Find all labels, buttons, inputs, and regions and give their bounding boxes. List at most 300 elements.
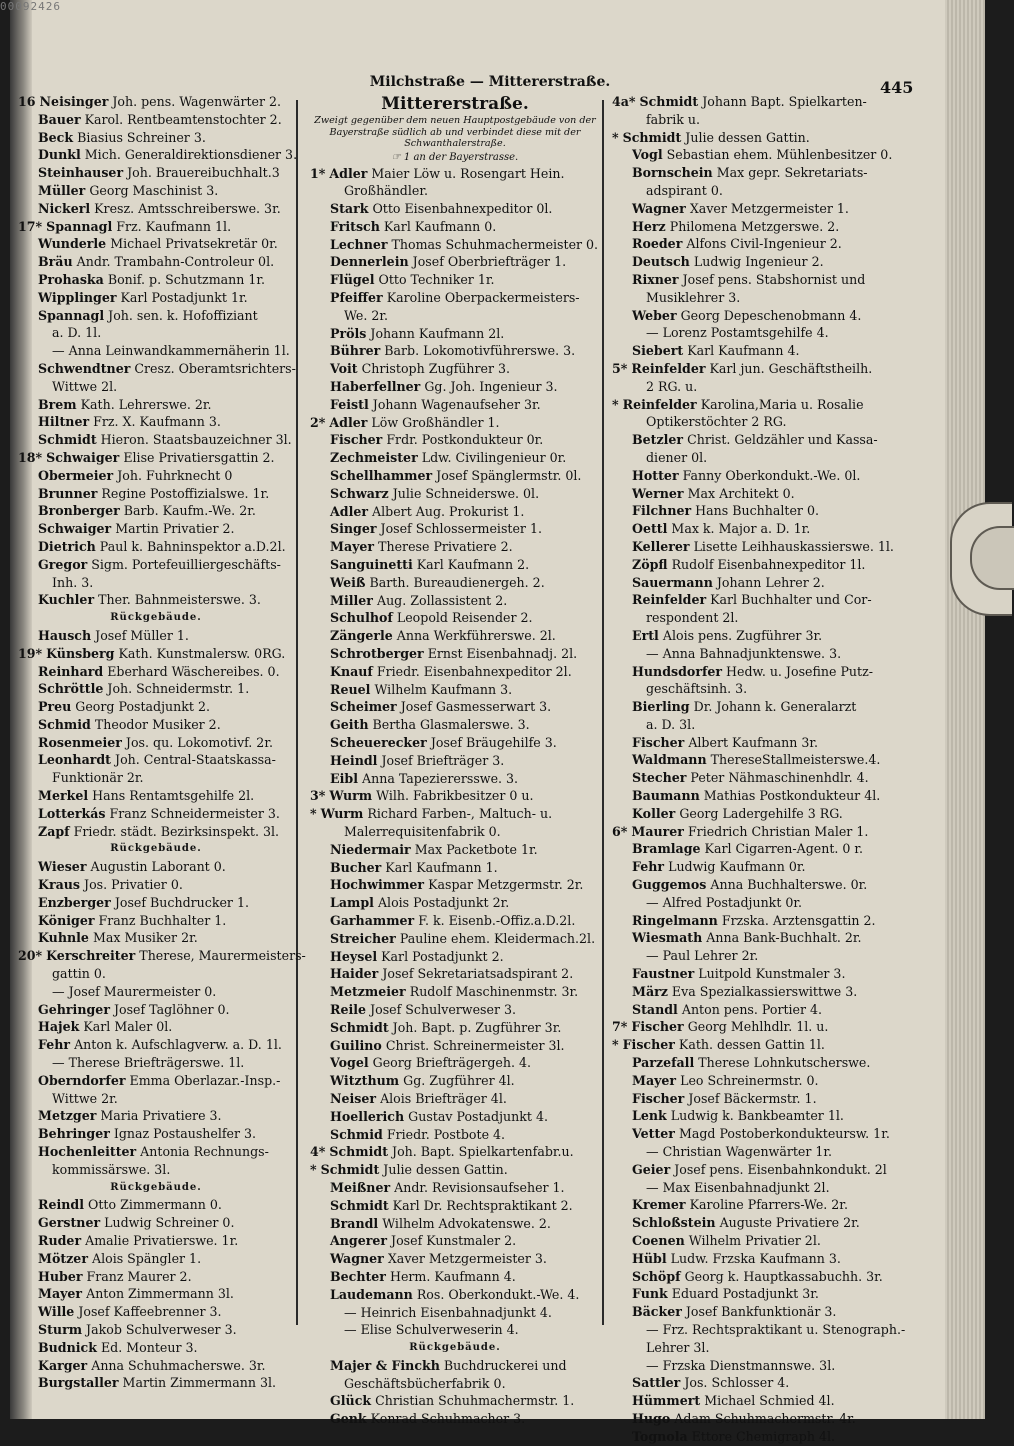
- directory-entry: [310, 876, 600, 894]
- resident-details: Richard Farben-, Maltuch- u.: [367, 806, 553, 822]
- resident-surname: Bäcker: [632, 1304, 682, 1320]
- directory-entry: [310, 520, 600, 538]
- resident-surname: Wunderle: [38, 236, 107, 252]
- resident-surname: Wille: [38, 1304, 75, 1320]
- resident-surname: Bucher: [330, 859, 382, 875]
- resident-surname: Fischer: [330, 432, 383, 448]
- resident-surname: Schöpf: [632, 1268, 681, 1284]
- resident-surname: Fehr: [38, 1037, 71, 1053]
- entry-text: geschäftsinh. 3.: [646, 681, 748, 697]
- directory-entry: [18, 1107, 294, 1125]
- directory-entry: [612, 787, 912, 805]
- resident-surname: Sturm: [38, 1321, 83, 1337]
- directory-entry: [310, 1143, 600, 1161]
- resident-surname: Hoellerich: [330, 1108, 405, 1124]
- resident-details: Hans Buchhalter 0.: [695, 503, 819, 519]
- resident-surname: Tognola: [632, 1428, 688, 1444]
- resident-surname: Schmid: [38, 716, 91, 732]
- resident-surname: Schwaiger: [46, 449, 120, 465]
- directory-entry: [612, 698, 912, 716]
- resident-details: Josef Kunstmaler 2.: [391, 1233, 517, 1249]
- resident-details: Andr. Revisionsaufseher 1.: [394, 1179, 565, 1195]
- directory-entry: [18, 182, 294, 200]
- resident-details: Martin Privatier 2.: [115, 521, 235, 537]
- house-number: 1*: [310, 165, 326, 181]
- resident-surname: Schmidt: [320, 1162, 380, 1178]
- house-number: 16: [18, 94, 36, 109]
- resident-surname: Schmidt: [330, 1019, 389, 1035]
- resident-surname: Hümmert: [632, 1393, 701, 1409]
- thumb-index-tab: [950, 502, 1012, 616]
- directory-entry: [612, 1392, 912, 1410]
- entry-text: respondent 2l.: [646, 610, 739, 626]
- directory-entry: [612, 1196, 912, 1214]
- entry-continuation: [612, 1357, 912, 1375]
- resident-surname: Koller: [632, 805, 676, 821]
- resident-details: Karol. Rentbeamtenstochter 2.: [84, 111, 282, 127]
- page-number: 445: [880, 78, 914, 97]
- resident-details: Elise Privatiersgattin 2.: [123, 449, 275, 465]
- resident-details: Karl Kaufmann 0.: [383, 218, 497, 234]
- resident-surname: Flügel: [330, 272, 375, 288]
- resident-details: Wilhelm Advokatenswe. 2.: [382, 1215, 551, 1231]
- resident-details: Otto Techniker 1r.: [378, 272, 495, 288]
- resident-surname: Wipplinger: [38, 289, 117, 305]
- resident-surname: Fischer: [631, 1019, 684, 1035]
- resident-details: Ludwig Schreiner 0.: [104, 1215, 235, 1231]
- resident-details: Christ. Schreinermeister 3l.: [385, 1037, 565, 1053]
- resident-surname: Lampl: [330, 895, 374, 911]
- house-number: *: [310, 1162, 317, 1178]
- directory-entry: [612, 840, 912, 858]
- resident-details: Paul k. Bahninspektor a.D.2l.: [99, 538, 286, 554]
- resident-details: Ludwig Kaufmann 0r.: [668, 859, 806, 875]
- entry-text: — Josef Maurermeister 0.: [52, 983, 217, 999]
- directory-entry: [310, 271, 600, 289]
- resident-surname: Huber: [38, 1268, 83, 1284]
- resident-surname: Preu: [38, 699, 72, 715]
- entry-text: — Lorenz Postamtsgehilfe 4.: [646, 325, 829, 341]
- directory-entry: [612, 200, 912, 218]
- resident-surname: Adler: [329, 165, 368, 181]
- directory-entry: [612, 769, 912, 787]
- section-header: [310, 1339, 600, 1357]
- directory-entry: [310, 983, 600, 1001]
- resident-details: Kaspar Metzgermstr. 2r.: [428, 877, 584, 893]
- resident-details: Anna Tapezierersswe. 3.: [362, 770, 519, 786]
- resident-details: Julie Schneiderswe. 0l.: [392, 485, 540, 501]
- resident-surname: Metzmeier: [330, 984, 406, 1000]
- resident-details: Ettore Chemigraph 4l.: [691, 1428, 836, 1444]
- entry-continuation: [310, 1375, 600, 1393]
- directory-entry: [612, 93, 912, 111]
- resident-details: Barth. Bureaudienergeh. 2.: [369, 574, 545, 590]
- directory-entry: [18, 164, 294, 182]
- directory-entry: [18, 1232, 294, 1250]
- resident-details: Martin Zimmermann 3l.: [122, 1375, 277, 1391]
- resident-surname: Schröttle: [38, 681, 104, 697]
- resident-details: Anton Zimmermann 3l.: [86, 1286, 234, 1302]
- resident-surname: Prohaska: [38, 271, 104, 287]
- resident-surname: Reinhard: [38, 663, 104, 679]
- directory-entry: [18, 698, 294, 716]
- resident-details: Magd Postoberkondukteursw. 1r.: [678, 1126, 890, 1142]
- resident-surname: Schmidt: [639, 94, 699, 109]
- directory-entry: [612, 396, 912, 414]
- directory-entry: [612, 1161, 912, 1179]
- resident-surname: März: [632, 983, 668, 999]
- resident-surname: Laudemann: [330, 1286, 413, 1302]
- resident-surname: Obermeier: [38, 467, 114, 483]
- resident-surname: Rixner: [632, 271, 679, 287]
- entry-continuation: [612, 413, 912, 431]
- resident-surname: Heindl: [330, 752, 378, 768]
- resident-details: Friedr. städt. Bezirksinspekt. 3l.: [73, 823, 280, 839]
- entry-text: Wittwe 2l.: [52, 378, 118, 394]
- directory-entry: [18, 787, 294, 805]
- resident-surname: Rosenmeier: [38, 734, 122, 750]
- house-number: 18*: [18, 449, 43, 465]
- resident-details: Luitpold Kunstmaler 3.: [698, 966, 846, 982]
- resident-surname: Vogel: [330, 1055, 369, 1071]
- directory-entry: [612, 823, 912, 841]
- directory-entry: [612, 858, 912, 876]
- directory-entry: [18, 235, 294, 253]
- directory-entry: [612, 1285, 912, 1303]
- directory-entry: [18, 538, 294, 556]
- entry-text: a. D. 3l.: [646, 716, 696, 732]
- resident-details: Hedw. u. Josefine Putz-: [726, 663, 873, 679]
- resident-surname: Schwaiger: [38, 521, 112, 537]
- directory-entry: [612, 805, 912, 823]
- directory-entry: [612, 307, 912, 325]
- directory-entry: [18, 467, 294, 485]
- resident-details: Karoline Oberpackermeisters-: [386, 290, 580, 306]
- resident-details: Ros. Oberkondukt.-We. 4.: [416, 1286, 580, 1302]
- entry-text: fabrik u.: [646, 111, 701, 127]
- page-edges: [945, 0, 985, 1419]
- resident-details: Georg Briefträgergeh. 4.: [372, 1055, 532, 1071]
- directory-entry: [310, 1232, 600, 1250]
- directory-entry: [612, 1036, 912, 1054]
- resident-details: Jos. qu. Lokomotivf. 2r.: [125, 734, 273, 750]
- resident-surname: Sattler: [632, 1375, 681, 1391]
- resident-details: Frzska. Arztensgattin 2.: [721, 912, 876, 928]
- directory-entry: [18, 1196, 294, 1214]
- resident-details: Joh. Central-Staatskassa-: [115, 752, 276, 768]
- resident-surname: Schmid: [330, 1126, 383, 1142]
- section-header-text: Rückgebäude.: [409, 1342, 501, 1354]
- resident-details: Therese Privatiere 2.: [378, 539, 513, 555]
- directory-entry: [18, 823, 294, 841]
- directory-entry: [612, 627, 912, 645]
- resident-details: Xaver Metzgermeister 3.: [387, 1251, 547, 1267]
- entry-text: — Paul Lehrer 2r.: [646, 948, 759, 964]
- resident-details: Antonia Rechnungs-: [140, 1144, 269, 1160]
- resident-surname: Voit: [330, 361, 358, 377]
- directory-entry: [18, 93, 294, 111]
- directory-entry: [612, 146, 912, 164]
- resident-details: Fanny Oberkondukt.-We. 0l.: [682, 467, 861, 483]
- directory-entry: [18, 146, 298, 164]
- resident-details: Georg k. Hauptkassabuchh. 3r.: [684, 1268, 883, 1284]
- resident-surname: Reinfelder: [632, 592, 707, 608]
- resident-details: Thomas Schuhmachermeister 0.: [391, 236, 599, 252]
- entry-continuation: [612, 680, 912, 698]
- resident-details: Karl Buchhalter und Cor-: [710, 592, 872, 608]
- house-number: 20*: [18, 948, 43, 964]
- resident-details: Sebastian ehem. Mühlenbesitzer 0.: [666, 147, 893, 163]
- resident-surname: Sanguinetti: [330, 557, 413, 573]
- resident-surname: Kerschreiter: [46, 948, 136, 964]
- directory-entry: [18, 1018, 294, 1036]
- resident-details: Regine Postoffizialswe. 1r.: [101, 485, 270, 501]
- entry-continuation: [612, 947, 912, 965]
- resident-surname: Hugo: [632, 1410, 671, 1426]
- resident-surname: Leonhardt: [38, 752, 111, 768]
- resident-details: Leo Schreinermstr. 0.: [680, 1072, 819, 1088]
- resident-details: Rudolf Eisenbahnexpeditor 1l.: [671, 556, 866, 572]
- resident-surname: Stecher: [632, 770, 687, 786]
- directory-entry: [310, 200, 600, 218]
- resident-details: Ldw. Civilingenieur 0r.: [421, 450, 567, 466]
- directory-entry: [310, 1019, 600, 1037]
- directory-entry: [18, 520, 294, 538]
- resident-surname: Wurm: [329, 788, 373, 804]
- entry-continuation: [18, 965, 294, 983]
- resident-surname: Neiser: [330, 1090, 377, 1106]
- resident-surname: Lechner: [330, 236, 388, 252]
- resident-surname: Kellerer: [632, 538, 690, 554]
- directory-entry: [310, 609, 600, 627]
- directory-entry: [612, 734, 912, 752]
- resident-surname: Deutsch: [632, 254, 690, 270]
- directory-entry: [310, 360, 600, 378]
- resident-details: Franz Buchhalter 1.: [98, 912, 227, 928]
- resident-details: Maria Privatiere 3.: [100, 1108, 222, 1124]
- directory-entry: [18, 1072, 294, 1090]
- directory-entry: [310, 930, 600, 948]
- resident-details: Bonif. p. Schutzmann 1r.: [107, 271, 266, 287]
- resident-surname: Filchner: [632, 503, 692, 519]
- directory-entry: [612, 164, 912, 182]
- directory-entry: [612, 556, 912, 574]
- resident-details: Josef Gasmesserwart 3.: [400, 699, 552, 715]
- resident-details: Hans Rentamtsgehilfe 2l.: [92, 788, 255, 804]
- entry-continuation: [18, 1054, 294, 1072]
- resident-surname: Meißner: [330, 1179, 391, 1195]
- directory-entry: [18, 1214, 294, 1232]
- resident-details: Kresz. Amtsschreiberswe. 3r.: [94, 200, 281, 216]
- resident-details: F. k. Eisenb.-Offiz.a.D.2l.: [418, 912, 576, 928]
- resident-surname: Neisinger: [39, 94, 109, 109]
- entry-continuation: [612, 449, 912, 467]
- resident-details: Peter Nähmaschinenhdlr. 4.: [690, 770, 869, 786]
- directory-entry: [18, 200, 294, 218]
- resident-details: Sigm. Portefeuilliergeschäfts-: [91, 556, 281, 572]
- directory-entry: [612, 1107, 912, 1125]
- resident-surname: Haberfellner: [330, 379, 421, 395]
- resident-details: Theodor Musiker 2.: [94, 716, 221, 732]
- resident-details: Josef pens. Stabshornist und: [682, 271, 866, 287]
- directory-entry: [612, 929, 912, 947]
- resident-surname: Faustner: [632, 966, 695, 982]
- directory-entry: [310, 218, 600, 236]
- resident-surname: Fischer: [622, 1037, 675, 1053]
- resident-surname: Nickerl: [38, 200, 91, 216]
- directory-entry: [18, 307, 294, 325]
- resident-surname: Zöpfl: [632, 556, 668, 572]
- directory-entry: [310, 1286, 600, 1304]
- directory-entry: [310, 342, 600, 360]
- resident-details: Josef Bankfunktionär 3.: [685, 1304, 837, 1320]
- resident-surname: Bramlage: [632, 841, 701, 857]
- resident-surname: Ruder: [38, 1233, 82, 1248]
- resident-details: Aug. Zollassistent 2.: [376, 592, 508, 608]
- house-number: *: [612, 1037, 619, 1053]
- directory-entry: [310, 1054, 600, 1072]
- entry-text: — Anna Leinwandkammernäherin 1l.: [52, 343, 290, 359]
- scan-id: 00092426: [0, 0, 61, 13]
- resident-surname: Ertl: [632, 627, 659, 643]
- resident-details: Karl jun. Geschäftstheilh.: [709, 360, 873, 376]
- resident-details: Georg Depeschenobmann 4.: [680, 307, 862, 323]
- directory-entry: [310, 734, 600, 752]
- resident-details: Christoph Zugführer 3.: [361, 361, 511, 377]
- entry-text: — Christian Wagenwärter 1r.: [646, 1144, 833, 1160]
- entry-continuation: [612, 1143, 912, 1161]
- resident-details: Frz. Kaufmann 1l.: [116, 218, 232, 234]
- resident-surname: Hundsdorfer: [632, 663, 723, 679]
- resident-details: Joh. sen. k. Hofoffiziant: [108, 307, 258, 323]
- directory-entry: [18, 360, 294, 378]
- entry-text: — Heinrich Eisenbahnadjunkt 4.: [344, 1304, 552, 1320]
- resident-details: Anton pens. Portier 4.: [681, 1001, 823, 1017]
- directory-entry: [310, 592, 600, 610]
- entry-text: — Frzska Dienstmannswe. 3l.: [646, 1357, 836, 1373]
- resident-details: Friedrich Christian Maler 1.: [687, 823, 869, 839]
- resident-details: Friedr. Eisenbahnexpeditor 2l.: [376, 663, 572, 679]
- directory-entry: [18, 1303, 294, 1321]
- entry-continuation: [18, 574, 294, 592]
- resident-surname: Fischer: [632, 1090, 685, 1106]
- directory-entry: [612, 1303, 912, 1321]
- resident-details: Andr. Trambahn-Controleur 0l.: [76, 254, 275, 270]
- entry-continuation: [310, 182, 600, 200]
- directory-entry: [612, 1428, 912, 1446]
- entry-text: — Alfred Postadjunkt 0r.: [646, 894, 803, 910]
- directory-entry: [612, 663, 912, 681]
- resident-surname: Geier: [632, 1161, 671, 1177]
- directory-entry: [18, 1321, 294, 1339]
- resident-surname: Schellhammer: [330, 468, 433, 484]
- resident-details: Karl Kaufmann 1.: [385, 859, 498, 875]
- resident-surname: Müller: [38, 182, 86, 198]
- resident-surname: Mayer: [632, 1072, 677, 1088]
- resident-details: Wilh. Fabrikbesitzer 0 u.: [376, 788, 534, 804]
- entry-text: — Frz. Rechtspraktikant u. Stenograph.-: [646, 1321, 906, 1337]
- resident-details: Johann Kaufmann 2l.: [370, 325, 505, 341]
- directory-entry: [310, 236, 600, 254]
- directory-entry: [18, 912, 294, 930]
- column-rule-2: [602, 100, 604, 1325]
- directory-entry: [18, 947, 306, 965]
- resident-details: Amalie Privatierswe. 1r.: [85, 1233, 239, 1248]
- directory-entry: [612, 538, 912, 556]
- directory-entry: [310, 698, 600, 716]
- entry-continuation: [612, 182, 912, 200]
- resident-surname: Dietrich: [38, 538, 96, 554]
- resident-surname: Maurer: [631, 823, 684, 839]
- directory-entry: [612, 1072, 912, 1090]
- resident-surname: Reinfelder: [622, 396, 697, 412]
- resident-surname: Hiltner: [38, 414, 90, 430]
- running-head: Milchstraße — Mittererstraße.: [369, 74, 611, 90]
- resident-surname: Haider: [330, 966, 379, 982]
- directory-entry: [612, 485, 912, 503]
- resident-details: Josef Müller 1.: [95, 627, 189, 643]
- directory-entry: [310, 467, 600, 485]
- resident-details: Josef Taglöhner 0.: [113, 1001, 230, 1017]
- resident-surname: Brandl: [330, 1215, 379, 1231]
- directory-entry: [18, 413, 294, 431]
- resident-surname: Burgstaller: [38, 1375, 119, 1391]
- resident-details: Wilhelm Kaufmann 3.: [374, 681, 513, 697]
- resident-surname: Parzefall: [632, 1055, 695, 1071]
- resident-surname: Brem: [38, 396, 77, 412]
- directory-entry: [612, 983, 912, 1001]
- resident-surname: Angerer: [330, 1233, 388, 1249]
- directory-entry: [612, 876, 912, 894]
- directory-entry: [310, 431, 600, 449]
- column-rule-1: [296, 100, 298, 1325]
- resident-details: Ludwig Ingenieur 2.: [693, 254, 824, 270]
- house-number: 5*: [612, 360, 628, 376]
- entry-continuation: [310, 823, 600, 841]
- entry-continuation: [612, 1321, 912, 1339]
- directory-entry: [18, 431, 294, 449]
- resident-surname: Fritsch: [330, 218, 380, 234]
- directory-entry: [310, 787, 600, 805]
- resident-surname: Weiß: [330, 574, 366, 590]
- resident-details: Franz Schneidermeister 3.: [109, 805, 280, 821]
- entry-text: Malerrequisitenfabrik 0.: [344, 823, 501, 839]
- resident-details: Alfons Civil-Ingenieur 2.: [686, 236, 842, 252]
- resident-details: Joh. Brauereibuchhalt.3: [127, 165, 280, 181]
- directory-entry: [612, 1214, 912, 1232]
- resident-surname: Stark: [330, 201, 369, 217]
- resident-details: Johann Wagenaufseher 3r.: [372, 396, 541, 412]
- entry-continuation: [310, 307, 600, 325]
- resident-surname: Zängerle: [330, 628, 393, 644]
- resident-surname: Bornschein: [632, 165, 713, 181]
- directory-entry: [18, 751, 294, 769]
- resident-surname: Mayer: [38, 1286, 83, 1302]
- column-3: [612, 93, 912, 1446]
- resident-surname: Reile: [330, 1001, 367, 1017]
- directory-entry: [310, 1215, 600, 1233]
- resident-surname: Glück: [330, 1393, 372, 1409]
- directory-entry: [612, 591, 912, 609]
- directory-entry: [310, 1268, 600, 1286]
- resident-details: Max Musiker 2r.: [92, 930, 198, 946]
- resident-surname: Behringer: [38, 1126, 110, 1142]
- directory-entry: [310, 1161, 600, 1179]
- directory-entry: [310, 805, 600, 823]
- directory-entry: [612, 1250, 912, 1268]
- resident-details: Buchdruckerei und: [443, 1357, 567, 1373]
- directory-entry: [310, 1037, 600, 1055]
